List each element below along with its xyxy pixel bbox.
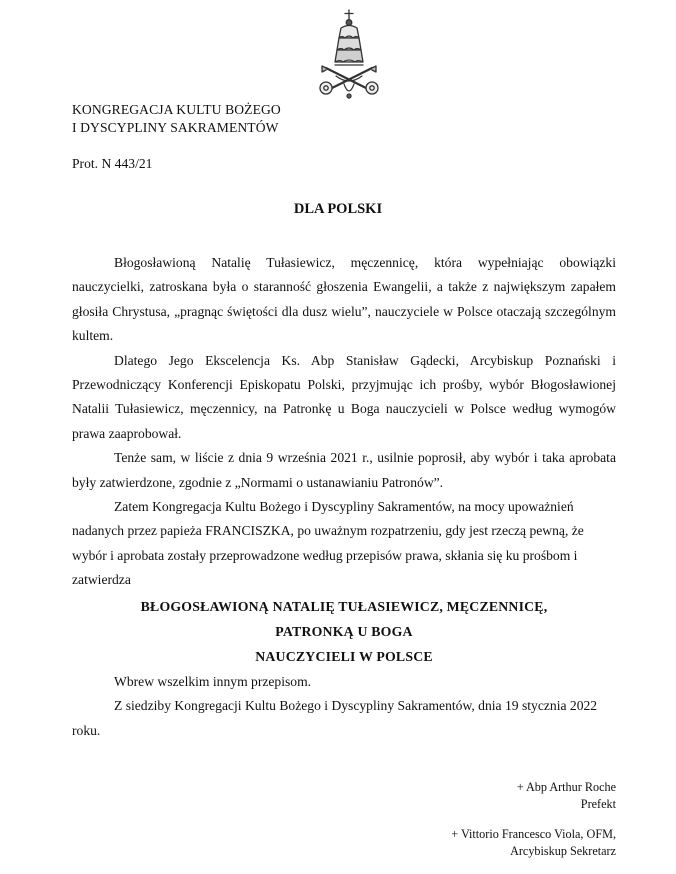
paragraph: Tenże sam, w liście z dnia 9 września 2021 r., usilnie poprosił, aby wybór i taka aprobata były zatwierdzone, zgodnie z „Normami o ustanawianiu Patronów”. [72,450,616,490]
paragraph: Zatem Kongregacja Kultu Bożego i Dyscypliny Sakramentów, na mocy upoważnień nadanych przez papieża FRANCISZKA, po uważnym rozpatrzeniu, gdy jest rzeczą pewną, że wybór i aprobata zostały przeprowadzone według przepisów prawa, skłania się ku prośbom i zatwierdza [72,499,584,588]
organization-name [72,101,281,137]
signature-role: Prefekt [580,797,616,811]
protocol-number: Prot. N 443/21 [72,156,153,171]
paragraph: Dlatego Jego Ekscelencja Ks. Abp Stanisław Gądecki, Arcybiskup Poznański i Przewodniczący Konferencji Episkopatu Polski, przyjmując ich prośby, wybór Błogosławionej Natalii Tułasiewicz, męczennicy, na Patronkę u Boga nauczycieli w Polsce według wymogów prawa zaaprobował. [72,352,616,441]
document-body [72,251,616,743]
signature-secretary [451,826,616,860]
declaration-line1: BŁOGOSŁAWIONĄ NATALIĘ TUŁASIEWICZ, MĘCZENNICĘ, [140,598,548,614]
paragraph: Błogosławioną Natalię Tułasiewicz, męczennicę, która wypełniając obowiązki nauczycielki, zatroskana była o staranność głoszenia Ewangelii, a także z największym zapałem głosiła Chrystusa, „pragnąc świętości dla dusz wielu”, nauczyciele w Polsce otaczają szczególnym kultem. [72,255,616,344]
organization-line1: KONGREGACJA KULTU BOŻEGO [72,102,281,117]
signature-name: + Abp Arthur Roche [516,780,616,794]
declaration-line3: NAUCZYCIELI W POLSCE [255,648,433,664]
signature-name: + Vittorio Francesco Viola, OFM, [451,827,616,841]
closing-paragraph: Wbrew wszelkim innym przepisom. [114,673,312,689]
closing-paragraph: Z siedziby Kongregacji Kultu Bożego i Dyscypliny Sakramentów, dnia 19 stycznia 2022 roku. [72,698,598,738]
declaration-line2: PATRONKĄ U BOGA [275,623,413,639]
signature-role: Arcybiskup Sekretarz [510,844,616,858]
papal-coat-of-arms-icon [314,6,384,102]
organization-line2: I DYSCYPLINY SAKRAMENTÓW [72,120,279,135]
declaration [72,594,616,669]
signature-prefect [517,779,616,813]
document-title: DLA POLSKI [293,201,383,217]
